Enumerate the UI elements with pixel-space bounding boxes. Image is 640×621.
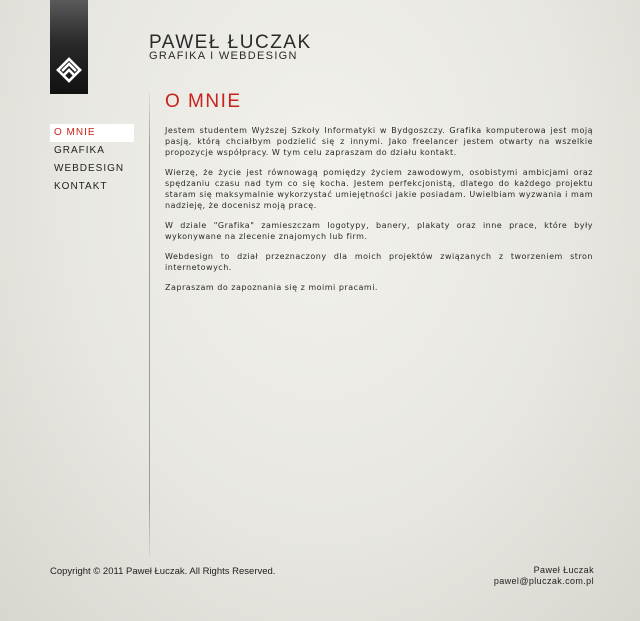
site-subtitle: GRAFIKA I WEBDESIGN — [149, 50, 298, 62]
copyright-text: Copyright © 2011 Paweł Łuczak. All Rights Reserved. — [50, 566, 276, 577]
content-paragraph: Webdesign to dział przeznaczony dla moich projektów związanych z tworzeniem stron internetowych. — [165, 252, 593, 272]
nav-item-o-mnie[interactable]: O MNIE — [50, 124, 134, 142]
nav-item-kontakt[interactable]: KONTAKT — [54, 181, 108, 192]
contact-name: Paweł Łuczak — [533, 565, 594, 575]
content-paragraph: Zapraszam do zapoznania się z moimi pracami. — [165, 283, 378, 292]
contact-email-link[interactable]: pawel@pluczak.com.pl — [493, 576, 594, 586]
content-paragraph: Jestem studentem Wyższej Szkoły Informatyki w Bydgoszczy. Grafika komputerowa jest moją pasją, którą chciałbym podzielić się z innymi. Jako freelancer jestem otwarty na wszelkie propozycje współpracy. W tym celu zapraszam do działu kontakt. — [165, 126, 593, 157]
logo-bar[interactable] — [50, 0, 88, 94]
nav-item-webdesign[interactable]: WEBDESIGN — [54, 163, 125, 174]
vertical-divider — [149, 92, 150, 558]
logo-icon — [55, 56, 83, 84]
nav-item-grafika[interactable]: GRAFIKA — [54, 145, 105, 156]
site-title: PAWEŁ ŁUCZAK — [149, 32, 312, 53]
content-paragraph: W dziale "Grafika" zamieszczam logotypy, banery, plakaty oraz inne prace, które były wykonywane na zlecenie znajomych lub firm. — [165, 221, 593, 241]
content-body — [165, 125, 593, 302]
page-heading: O MNIE — [165, 91, 242, 112]
content-paragraph: Wierzę, że życie jest równowagą pomiędzy życiem zawodowym, osobistymi ambicjami oraz spędzaniu czasu nad tym co się kocha. Jestem perfekcjonistą, dlatego do każdego projektu staram się maksymalnie wykorzystać umiejętności jakie posiadam. Uwielbiam wyzwania i mam nadzieję, że docenisz moją pracę. — [165, 168, 593, 210]
main-nav — [50, 124, 134, 196]
